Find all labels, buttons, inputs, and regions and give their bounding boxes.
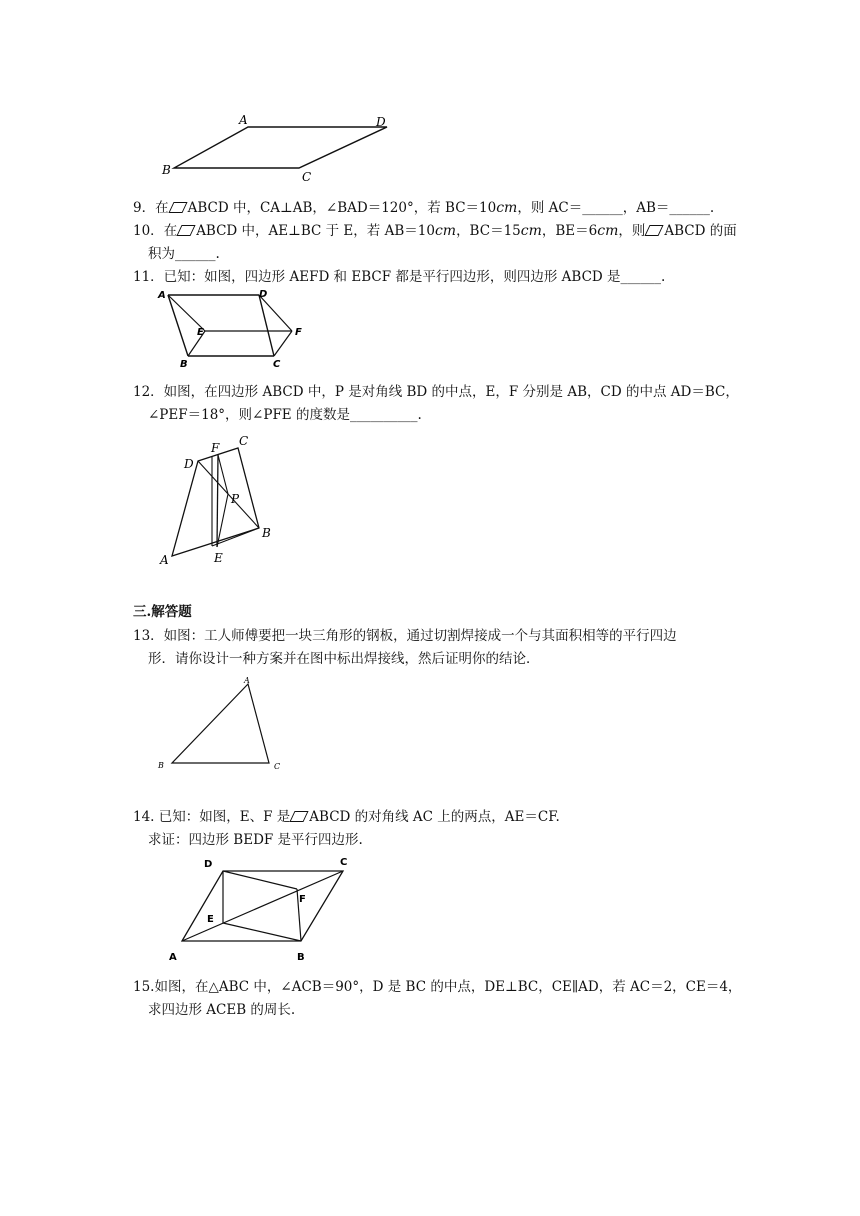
question-9: 9．在 ABCD 中，CA⊥AB，∠BAD＝120°，若 BC＝10cm，则 AC＝______，AB＝______.	[133, 200, 715, 216]
label-a: A	[160, 553, 169, 567]
label-b: B	[180, 359, 188, 370]
question-10-line2: 积为______.	[148, 246, 220, 262]
parallelogram-icon	[645, 225, 664, 236]
label-a: A	[244, 676, 250, 685]
question-11: 11．已知：如图，四边形 AEFD 和 EBCF 都是平行四边形，则四边形 ABCD 是______.	[133, 269, 666, 285]
parallelogram-icon	[177, 225, 196, 236]
question-15: 15.如图，在△ABC 中，∠ACB＝90°，D 是 BC 的中点，DE⊥BC，CE∥AD，若 AC＝2，CE＝4，	[133, 979, 742, 995]
parallelogram-icon	[290, 811, 309, 822]
label-d: D	[259, 289, 268, 300]
label-f: F	[295, 327, 302, 338]
label-e: E	[207, 914, 214, 925]
section-title: 三.解答题	[133, 604, 192, 620]
q14-figure	[165, 850, 365, 965]
label-f: F	[211, 441, 220, 455]
label-a: A	[169, 952, 177, 963]
label-p: P	[231, 492, 240, 506]
q11-figure	[155, 285, 315, 370]
label-c: C	[340, 857, 348, 868]
label-c: C	[274, 762, 281, 771]
label-b: B	[158, 761, 164, 770]
parallelogram-figure-top	[160, 110, 400, 185]
label-d: D	[204, 859, 213, 870]
label-c: C	[302, 170, 312, 184]
question-10: 10．在 ABCD 中，AE⊥BC 于 E，若 AB＝10cm，BC＝15cm，BE＝6cm，则 ABCD 的面	[133, 223, 737, 239]
question-14: 14. 已知：如图，E、F 是 ABCD 的对角线 AC 上的两点，AE＝CF.	[133, 809, 560, 825]
question-13-line2: 形．请你设计一种方案并在图中标出焊接线，然后证明你的结论．	[148, 651, 540, 667]
parallelogram-icon	[168, 202, 187, 213]
label-a: A	[158, 290, 166, 301]
label-d: D	[184, 457, 194, 471]
label-b: B	[262, 526, 271, 540]
q13-triangle-figure	[155, 672, 295, 777]
label-c: C	[239, 434, 249, 448]
q12-figure	[155, 428, 285, 573]
question-15-line2: 求四边形 ACEB 的周长.	[148, 1002, 296, 1018]
label-a: A	[239, 113, 248, 127]
label-c: C	[273, 359, 281, 370]
question-12-line2: ∠PEF＝18°，则∠PFE 的度数是__________.	[148, 407, 422, 423]
label-e: E	[214, 551, 223, 565]
label-d: D	[376, 115, 386, 129]
label-b: B	[162, 163, 171, 177]
label-f: F	[299, 894, 306, 905]
question-14-line2: 求证：四边形 BEDF 是平行四边形.	[148, 832, 363, 848]
label-e: E	[197, 327, 204, 338]
parallelogram-shape	[174, 127, 387, 168]
label-b: B	[297, 952, 305, 963]
question-13: 13．如图：工人师傅要把一块三角形的钢板，通过切割焊接成一个与其面积相等的平行四边	[133, 628, 677, 644]
question-12: 12．如图，在四边形 ABCD 中，P 是对角线 BD 的中点，E，F 分别是 AB，CD 的中点 AD＝BC，	[133, 384, 739, 400]
